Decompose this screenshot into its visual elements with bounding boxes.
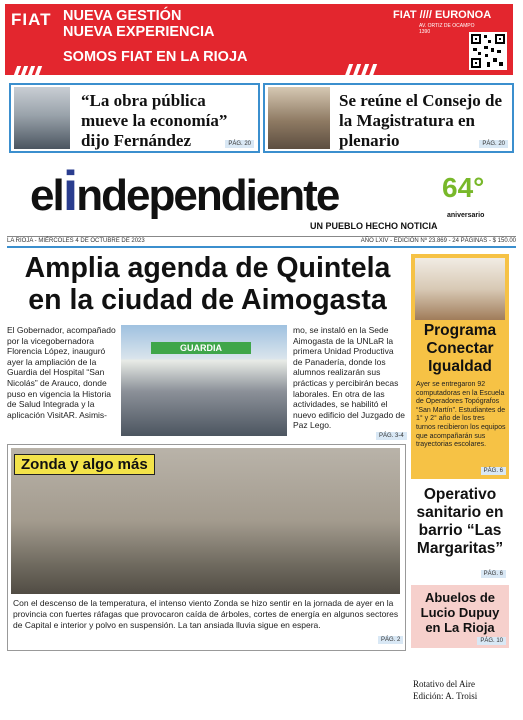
operativo-box[interactable] [411,482,509,580]
page-ref: PÁG. 6 [481,467,506,475]
top-news-headline: Se reúne el Consejo de la Magistratura en plenario [339,91,503,150]
anniversary-number: 64° [442,172,485,203]
top-news-headline: “La obra pública mueve la economía” dijo Fernández [81,91,228,150]
anniversary-label: aniversario [447,212,485,219]
ad-line-3: SOMOS FIAT EN LA RIOJA [63,49,248,65]
credit-line-1: Rotativo del Aire [413,679,475,689]
page-ref: PÁG. 10 [477,637,506,645]
programa-headline: Programa Conectar Igualdad [423,322,497,375]
masthead-logo[interactable] [30,158,338,223]
page-ref: PÁG. 20 [479,140,508,148]
page-ref: PÁG. 2 [378,636,403,644]
dateline [7,236,516,244]
masthead-slogan: UN PUEBLO HECHO NOTICIA [310,221,438,231]
qr-code-icon[interactable] [469,32,507,70]
programa-body: Ayer se entregaron 92 computadoras en la Escuela de Operadores Topógrafos “San Martín”. Estudiantes de 1° y 2° año de los tres turnos recibieron los equipos que acompañarán sus trayectorias escolares. [416,381,506,449]
top-news-fernandez[interactable] [9,83,260,153]
ad-stripes-right [345,62,385,75]
blue-rule [7,246,516,248]
masthead-el: el [30,171,63,220]
ad-line-1: NUEVA GESTIÓN [63,8,182,24]
main-col-1: El Gobernador, acompañado por la vicegobernadora Florencia López, inauguró ayer la ampliación de la Guardia del Hospital “San Nicolás” de Arauco, donde puso en vigencia la Historia de Salud Integrada y la aplicación VisitAR. Asimis- [7,325,116,420]
page-ref: PÁG. 20 [225,140,254,148]
zonda-caption: Con el descenso de la temperatura, el intenso viento Zonda se hizo sentir en la jornada de ayer en la provincia con fuertes ráfagas que provocaron caída de árboles, cortes de energía en algunos sectores de Capital e interior y polvo en suspensión. La tan ansiada lluvia sigue en espera. [13,598,399,630]
ad-stripes-left [13,64,43,75]
masthead-rest: ndependiente [76,171,339,220]
ad-line-2: NUEVA EXPERIENCIA [63,24,215,40]
fiat-logo: FIAT [11,10,52,29]
dealer-logo: FIAT //// EURONOA [393,9,492,21]
programa-photo [415,258,505,320]
dealer-address: AV. ORTIZ DE OCAMPO 1390 [419,23,475,35]
operativo-headline: Operativo sanitario en barrio “Las Margaritas” [416,486,504,557]
main-photo [121,325,287,436]
credit-line-2: Edición: A. Troisi [413,691,478,701]
main-col-3: mo, se instaló en la Sede Aimogasta de la UNLaR la primera Unidad Productiva de Panadería, donde los alumnos realizarán sus prácticas y percibirán becas laborales. En otra de las actividades, se habilitó el nuevo edificio del Juzgado de Paz Lego. [293,325,405,431]
zonda-title: Zonda y algo más [14,454,155,475]
fernandez-photo [14,87,70,149]
page-ref: PÁG. 6 [481,570,506,578]
masthead-i: i [62,159,77,222]
page-ref: PÁG. 3-4 [376,432,407,440]
abuelos-headline: Abuelos de Lucio Dupuy en La Rioja [420,590,500,635]
guardia-sign: GUARDIA [151,342,251,354]
dateline-date: LA RIOJA - MIÉRCOLES 4 DE OCTUBRE DE 2023 [7,238,145,244]
consejo-photo [268,87,330,149]
top-news-consejo[interactable] [263,83,514,153]
main-headline[interactable]: Amplia agenda de Quintela en la ciudad de Aimogasta [24,252,391,316]
programa-box[interactable] [411,254,509,479]
abuelos-box[interactable] [411,585,509,648]
dateline-edition: AÑO LXIV - EDICIÓN Nº 23.869 - 24 PÁGINAS - $ 150.00 [360,238,516,244]
ad-banner[interactable] [5,4,513,75]
